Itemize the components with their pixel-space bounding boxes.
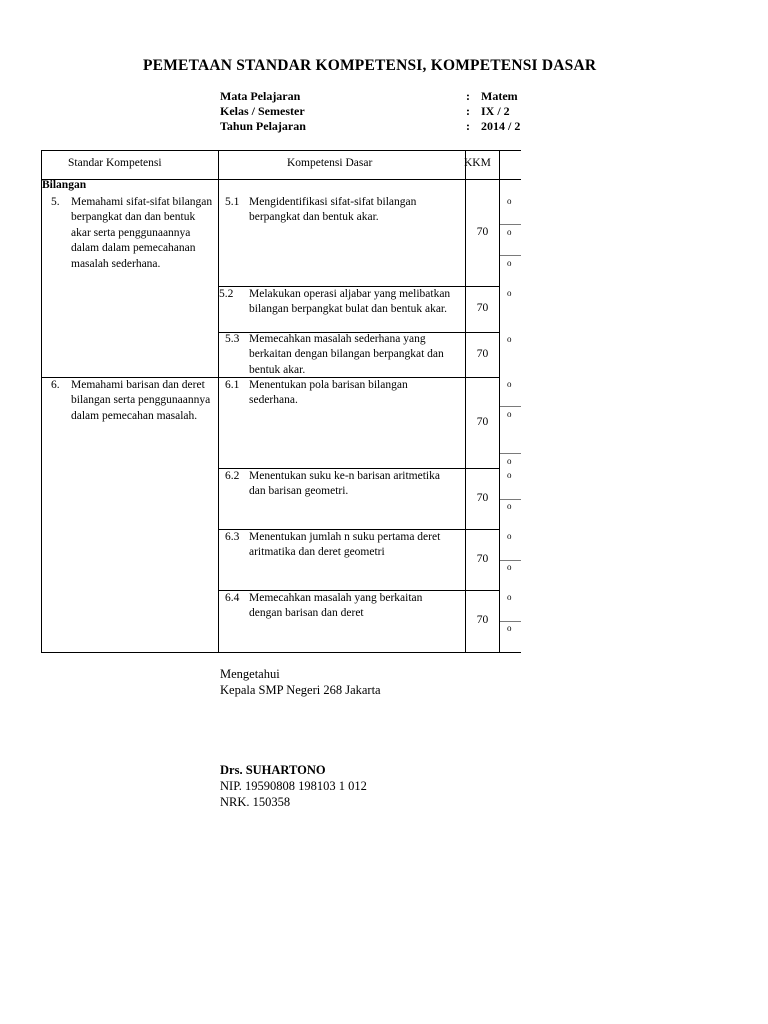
kkm-value: 70 [476, 614, 489, 626]
meta-class [220, 104, 521, 119]
kd-text: Melakukan operasi aljabar yang melibatkan bilangan berpangkat bulat dan bentuk akar. [249, 288, 451, 316]
kd-number: 5.2 [219, 288, 234, 300]
table-border-left [41, 150, 42, 653]
table-border-top [41, 150, 521, 151]
signature-name: Drs. SUHARTONO [220, 763, 326, 777]
kd-number: 5.1 [225, 196, 240, 208]
column-divider-kkm [499, 150, 500, 653]
indicator-bullet-icon: o [507, 334, 512, 344]
kd-number: 5.3 [225, 333, 240, 345]
kd-text: Menentukan suku ke-n barisan aritmetika dan barisan geometri. [249, 470, 440, 498]
sk-number: 6. [51, 379, 60, 391]
kkm-value: 70 [476, 553, 489, 565]
indicator-bullet-icon: o [507, 196, 512, 206]
meta-subject-value: Matem [481, 89, 518, 103]
kd-number: 6.2 [225, 470, 240, 482]
indicator-bullet-icon: o [507, 409, 512, 419]
meta-class-value: IX / 2 [481, 104, 510, 118]
indicator-divider [500, 224, 521, 225]
indicator-divider [500, 499, 521, 500]
kkm-value: 70 [476, 226, 489, 238]
meta-class-label: Kelas / Semester [220, 104, 305, 118]
indicator-bullet-icon: o [507, 623, 512, 633]
indicator-divider [500, 453, 521, 454]
table-header-bottom [41, 179, 521, 180]
kkm-value: 70 [476, 348, 489, 360]
page-title: PEMETAAN STANDAR KOMPETENSI, KOMPETENSI DASAR [143, 57, 597, 74]
meta-subject [220, 89, 521, 104]
indicator-bullet-icon: o [507, 288, 512, 298]
meta-subject-label: Mata Pelajaran [220, 89, 301, 103]
indicator-divider [500, 560, 521, 561]
indicator-divider [500, 255, 521, 256]
signature-position: Kepala SMP Negeri 268 Jakarta [220, 683, 381, 697]
table-border-bottom [41, 652, 521, 653]
kd-text: Menentukan jumlah n suku pertama deret aritmatika dan deret geometri [249, 531, 441, 559]
meta-subject-sep: : [466, 89, 470, 103]
indicator-divider [500, 621, 521, 622]
meta-class-sep: : [466, 104, 470, 118]
indicator-bullet-icon: o [507, 562, 512, 572]
signature-nrk: NRK. 150358 [220, 795, 291, 809]
meta-year-label: Tahun Pelajaran [220, 119, 306, 133]
kkm-value: 70 [476, 492, 489, 504]
indicator-bullet-icon: o [507, 258, 512, 268]
header-kkm: KKM [464, 157, 491, 169]
header-standar-kompetensi: Standar Kompetensi [68, 157, 162, 169]
column-divider-sk [218, 150, 219, 653]
sk-text: Memahami sifat-sifat bilangan berpangkat dan dan bentuk akar serta penggunaannya dalam dalam pemecahanan masalah sederhana. [71, 196, 213, 270]
indicator-bullet-icon: o [507, 456, 512, 466]
indicator-bullet-icon: o [507, 592, 512, 602]
indicator-bullet-icon: o [507, 470, 512, 480]
kd-number: 6.1 [225, 379, 240, 391]
header-kompetensi-dasar: Kompetensi Dasar [287, 157, 373, 169]
kkm-value: 70 [476, 416, 489, 428]
indicator-bullet-icon: o [507, 379, 512, 389]
sk-text: Memahami barisan dan deret bilangan serta penggunaannya dalam pemecahan masalah. [71, 379, 211, 422]
kd-text: Menentukan pola barisan bilangan sederhana. [249, 379, 408, 407]
kd-number: 6.4 [225, 592, 240, 604]
signature-acknowledged: Mengetahui [220, 667, 280, 681]
indicator-bullet-icon: o [507, 501, 512, 511]
meta-year [220, 119, 521, 134]
section-label: Bilangan [42, 179, 87, 191]
kd-number: 6.3 [225, 531, 240, 543]
kkm-value: 70 [476, 302, 489, 314]
signature-nip: NIP. 19590808 198103 1 012 [220, 779, 367, 793]
indicator-bullet-icon: o [507, 531, 512, 541]
sk-number: 5. [51, 196, 60, 208]
meta-year-sep: : [466, 119, 470, 133]
kd-text: Mengidentifikasi sifat-sifat bilangan berpangkat dan bentuk akar. [249, 196, 417, 224]
indicator-divider [500, 406, 521, 407]
meta-year-value: 2014 / 2 [481, 119, 521, 133]
kd-text: Memecahkan masalah yang berkaitan dengan barisan dan deret [249, 592, 423, 620]
indicator-bullet-icon: o [507, 227, 512, 237]
kd-text: Memecahkan masalah sederhana yang berkaitan dengan bilangan berpangkat dan bentuk akar. [249, 333, 444, 376]
